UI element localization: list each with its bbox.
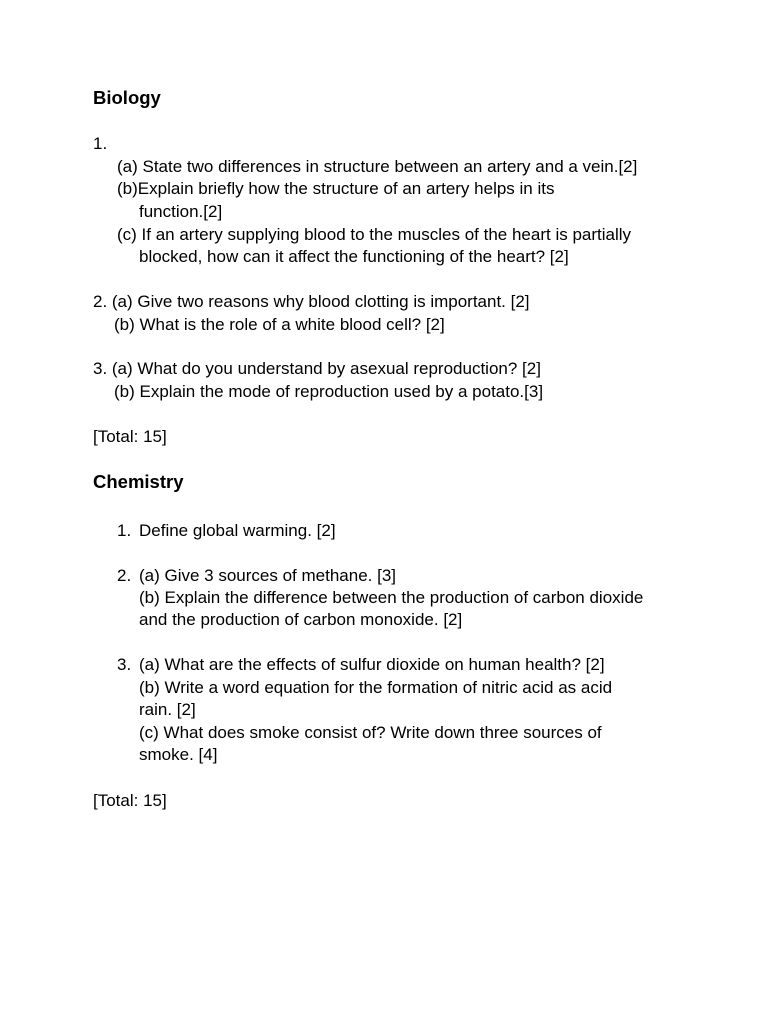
chem-q1-text: Define global warming. [2] [139,521,336,540]
bio-q1c-text-line1: (c) If an artery supplying blood to the muscles of the heart is partially [117,225,632,244]
bio-q2b-text: (b) What is the role of a white blood cell? [2] [114,315,445,334]
chem-q2b-text-line1: (b) Explain the difference between the production of carbon dioxide [139,588,644,607]
chemistry-heading: Chemistry [93,471,184,492]
chem-q3c-text-line2: smoke. [4] [139,745,218,764]
chem-q1-number: 1. [117,521,132,540]
bio-q3a-text: 3. (a) What do you understand by asexual reproduction? [2] [93,359,541,378]
biology-heading: Biology [93,87,161,108]
bio-q2a-text: 2. (a) Give two reasons why blood clotting is important. [2] [93,292,530,311]
bio-q1a-text: (a) State two differences in structure between an artery and a vein.[2] [117,157,638,176]
chem-q3a-text: (a) What are the effects of sulfur dioxide on human health? [2] [139,655,605,674]
chem-q3b-text-line2: rain. [2] [139,700,196,719]
chem-q2-number: 2. [117,566,132,585]
bio-q3b-text: (b) Explain the mode of reproduction used by a potato.[3] [114,382,544,401]
bio-total: [Total: 15] [93,427,167,446]
chem-q2b-text-line2: and the production of carbon monoxide. [2] [139,610,463,629]
bio-q1b-text-line1: (b)Explain briefly how the structure of an artery helps in its [117,179,555,198]
bio-q1-number: 1. [93,134,108,153]
bio-q1b-text-line2: function.[2] [139,202,223,221]
chem-total: [Total: 15] [93,791,167,810]
bio-q1c-text-line2: blocked, how can it affect the functioning of the heart? [2] [139,247,569,266]
chem-q3b-text-line1: (b) Write a word equation for the formation of nitric acid as acid [139,678,613,697]
chem-q2a-text: (a) Give 3 sources of methane. [3] [139,566,397,585]
chem-q3-number: 3. [117,655,132,674]
chem-q3c-text-line1: (c) What does smoke consist of? Write down three sources of [139,723,602,742]
